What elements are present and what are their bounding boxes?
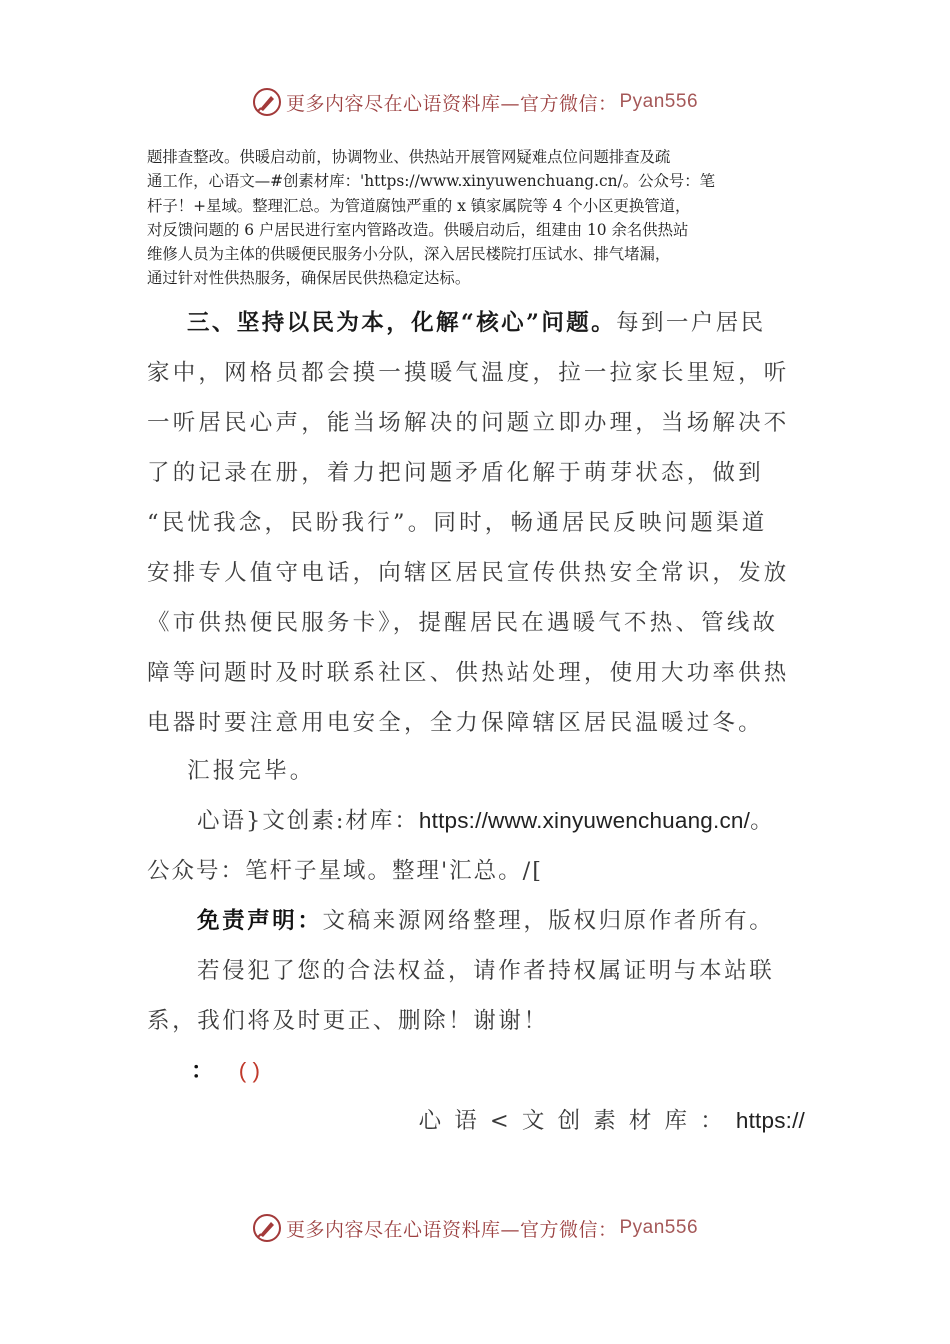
- source-prefix: 心语}文创素:材库：: [197, 808, 419, 834]
- banner-text: 更多内容尽在心语资料库—官方微信：: [285, 92, 618, 115]
- source-line: [147, 796, 805, 846]
- pen-nib-logo-icon: [252, 1213, 282, 1243]
- colon-mark: ：: [191, 1058, 217, 1084]
- banner-text: 更多内容尽在心语资料库—官方微信：: [285, 1218, 618, 1241]
- section-3-line: 《市供热便民服务卡》，提醒居民在遇暖气不热、管线故: [147, 610, 779, 636]
- intro-line: 维修人员为主体的供暖便民服务小分队，深入居民楼院打压试水、排气堵漏，: [147, 245, 671, 264]
- disclaimer-line-3: 系，我们将及时更正、删除！谢谢！: [147, 1008, 549, 1034]
- disclaimer-label: 免责声明：: [197, 908, 323, 934]
- closing-block: [147, 746, 805, 896]
- section-3-line: “民忧我念，民盼我行”。同时，畅通居民反映问题渠道: [147, 510, 768, 536]
- banner-handle: Pyan556: [619, 1217, 699, 1238]
- section-3-first-text: 每到一户居民: [616, 310, 766, 336]
- closing-text: 汇报完毕。: [187, 758, 316, 784]
- section-3-line: 家中，网格员都会摸一摸暖气温度，拉一拉家长里短，听: [147, 360, 790, 386]
- pen-nib-logo-icon: [252, 87, 282, 117]
- footer-source-text: 心 语 < 文 创 素 材 库 ：: [418, 1108, 736, 1134]
- section-3-line: 电器时要注意用电安全，全力保障辖区居民温暖过冬。: [147, 710, 764, 736]
- disclaimer-line-2: 若侵犯了您的合法权益，请作者持权属证明与本站联: [197, 958, 775, 984]
- section-3-line: 了的记录在册，着力把问题矛盾化解于萌芽状态，做到: [147, 460, 764, 486]
- disclaimer-block: [147, 896, 805, 1146]
- section-3-line: 安排专人值守电话，向辖区居民宣传供热安全常识，发放: [147, 560, 790, 586]
- empty-parentheses: ( ): [238, 1058, 260, 1083]
- section-3-line: 障等问题时及时联系社区、供热站处理，使用大功率供热: [147, 660, 790, 686]
- banner-handle: Pyan556: [619, 91, 699, 112]
- intro-paragraph: [147, 145, 807, 291]
- intro-line: 对反馈问题的 6 户居民进行室内管路改造。供暖启动后，组建由 10 余名供热站: [147, 220, 689, 239]
- header-watermark-banner: [0, 84, 950, 120]
- disclaimer-line: [147, 896, 805, 946]
- intro-line: 杆子！+星域。整理汇总。为管道腐蚀严重的 x 镇家属院等 4 个小区更换管道，: [147, 196, 691, 215]
- source-suffix: 。: [750, 808, 775, 834]
- footer-source-line: [147, 1096, 805, 1146]
- footer-url-link[interactable]: https://: [735, 1108, 805, 1133]
- section-3-first-line: [147, 298, 805, 348]
- disclaimer-text: 文稿来源网络整理，版权归原作者所有。: [322, 908, 775, 934]
- section-3-heading: 三、坚持以民为本，化解“核心”问题。: [187, 310, 617, 336]
- source-url-link[interactable]: https://www.xinyuwenchuang.cn/: [418, 808, 751, 833]
- intro-line: 通过针对性供热服务，确保居民供热稳定达标。: [147, 269, 471, 288]
- footer-watermark-banner: [0, 1210, 950, 1246]
- intro-line: 通工作，心语文—#创素材库：'https://www.xinyuwenchuang.cn/。公众号：笔: [147, 172, 716, 191]
- section-3: [147, 298, 805, 748]
- colon-line: [147, 1046, 805, 1096]
- intro-line: 题排查整改。供暖启动前，协调物业、供热站开展管网疑难点位问题排查及疏: [147, 148, 671, 166]
- section-3-line: 一听居民心声，能当场解决的问题立即办理，当场解决不: [147, 410, 790, 436]
- source-line-2: 公众号：笔杆子星域。整理'汇总。/[: [147, 858, 544, 884]
